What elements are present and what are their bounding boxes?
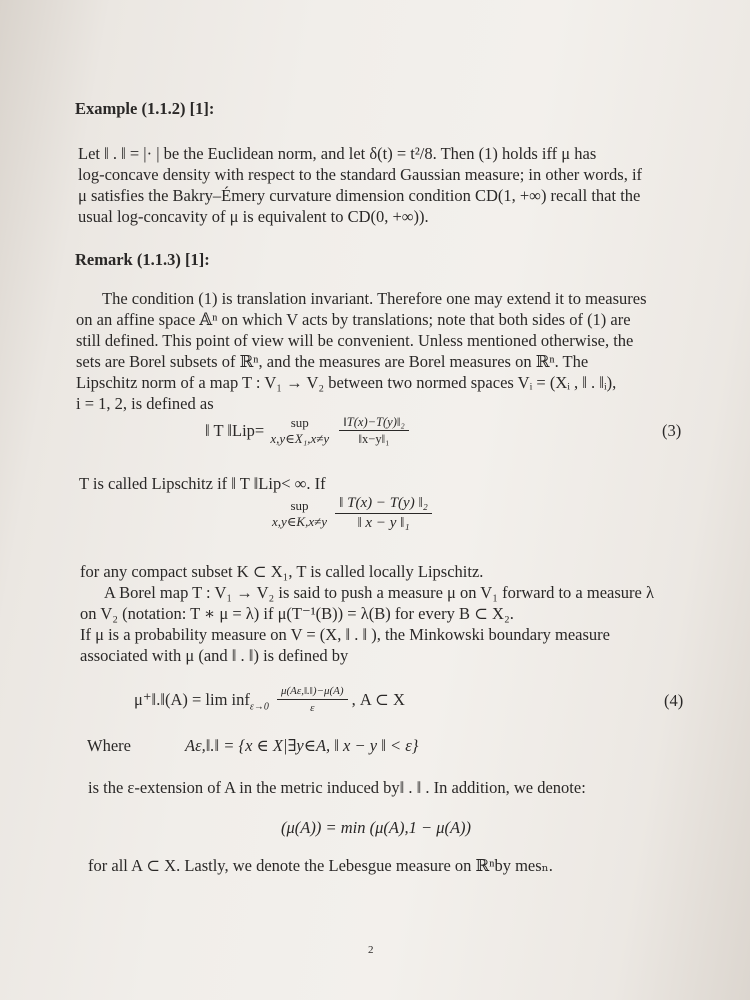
eq4-lhs: μ⁺‖.‖(A) = lim inf	[134, 690, 250, 709]
eq4-numerator: μ(Aε,‖.‖)−μ(A)	[277, 683, 348, 700]
lip-sup: sup	[290, 497, 309, 513]
para2-line-3: on V₂ (notation: T ∗ μ = λ) if μ(T⁻¹(B)) = λ(B) for every B ⊂ X₂.	[80, 604, 514, 623]
eq4-denominator: ε	[310, 702, 315, 714]
remark-line-6: i = 1, 2, is defined as	[76, 394, 214, 413]
example-line-2: log-concave density with respect to the standard Gaussian measure; in other words, if	[78, 165, 643, 184]
lipschitz-line: T is called Lipschitz if ‖ T ‖Lip< ∞. If	[79, 474, 326, 493]
equation-3	[205, 414, 409, 447]
para2-line-2: A Borel map T : V₁ → V₂ is said to push a measure μ on V₁ forward to a measure λ	[104, 583, 654, 602]
remark-heading: Remark (1.1.3) [1]:	[75, 250, 210, 269]
where-line-2: is the ε-extension of A in the metric induced by‖ . ‖ . In addition, we denote:	[88, 778, 586, 797]
eq3-denominator: ‖x−y‖₁	[358, 432, 390, 446]
where-label: Where	[87, 736, 131, 755]
lip-sub: x,y∈K,x≠y	[272, 513, 328, 529]
remark-line-4: sets are Borel subsets of ℝⁿ, and the measures are Borel measures on ℝⁿ. The	[76, 352, 589, 371]
eq3-number: (3)	[662, 421, 682, 440]
para2-line-4: If μ is a probability measure on V = (X, ‖ . ‖ ), the Minkowski boundary measure	[80, 625, 610, 644]
para2-line-1: for any compact subset K ⊂ X₁, T is called locally Lipschitz.	[80, 562, 484, 581]
para2-line-5: associated with μ (and ‖ . ‖) is defined by	[80, 646, 349, 665]
eq3-lhs: ‖ T ‖Lip=	[205, 421, 265, 440]
eq4-number: (4)	[664, 691, 684, 710]
remark-line-2: on an affine space 𝔸ⁿ on which V acts by translations; note that both sides of (1) are	[76, 310, 631, 329]
example-line-4: usual log-concavity of μ is equivalent to CD(0, +∞)).	[78, 207, 429, 226]
lip-numerator: ‖ T(x) − T(y) ‖₂	[335, 494, 432, 514]
eq3-sub: x,y∈X₁,x≠y	[270, 430, 330, 446]
min-equation: (μ(A)) = min (μ(A),1 − μ(A))	[281, 818, 472, 837]
page-number: 2	[368, 944, 374, 956]
example-paragraph	[78, 143, 702, 227]
example-line-1: Let ‖ . ‖ = |· | be the Euclidean norm, and let δ(t) = t²/8. Then (1) holds iff μ has	[78, 144, 597, 163]
remark-paragraph	[76, 288, 704, 414]
example-line-3: μ satisfies the Bakry–Émery curvature dimension condition CD(1, +∞) recall that the	[78, 186, 641, 205]
eq3-sup: sup	[290, 414, 309, 430]
lipschitz-expression	[272, 494, 432, 533]
example-heading: Example (1.1.2) [1]:	[75, 99, 215, 118]
remark-line-1: The condition (1) is translation invariant. Therefore one may extend it to measures	[102, 289, 647, 308]
eq3-numerator: ‖T(x)−T(y)‖₂	[339, 414, 408, 431]
remark-line-5: Lipschitz norm of a map T : V₁ → V₂ between two normed spaces Vᵢ = (Xᵢ , ‖ . ‖ᵢ),	[76, 373, 617, 392]
where-line-3: for all A ⊂ X. Lastly, we denote the Lebesgue measure on ℝⁿby mesₙ.	[88, 856, 553, 875]
eq4-tail: , A ⊂ X	[351, 690, 405, 709]
eq4-sub: ε→0	[249, 701, 269, 713]
pushforward-paragraph	[80, 561, 704, 666]
remark-line-3: still defined. This point of view will be convenient. Unless mentioned otherwise, the	[76, 331, 634, 350]
where-definition: Aε,‖.‖ = {x ∈ X|∃y∈A, ‖ x − y ‖ < ε}	[185, 736, 419, 755]
equation-4	[134, 683, 405, 717]
lip-denominator: ‖ x − y ‖₁	[357, 515, 410, 531]
